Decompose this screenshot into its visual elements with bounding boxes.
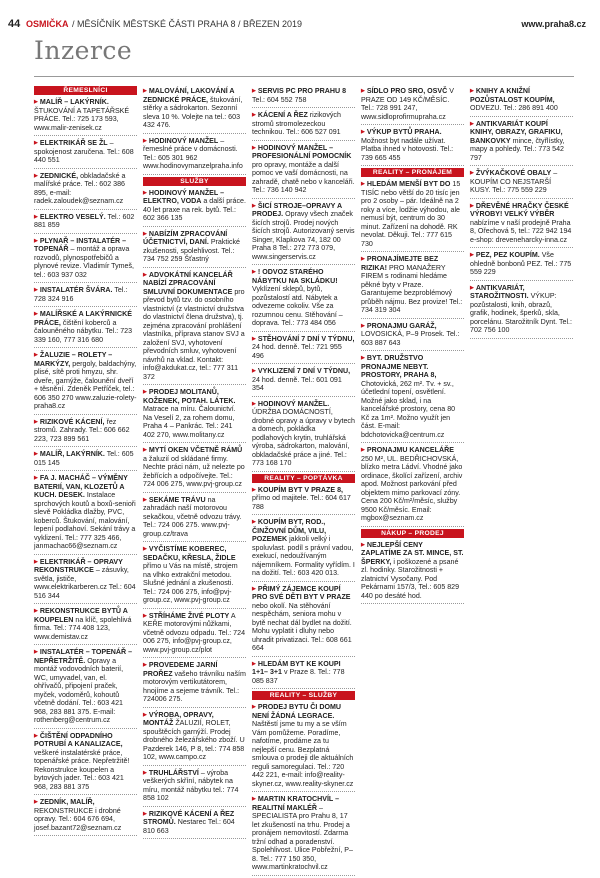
ad-headline: ▶ PRONAJMU GARÁŽ, [361, 322, 437, 330]
ad-text: 24 hod. denně. Tel.: 601 091 354 [252, 375, 342, 392]
classified-ad [143, 229, 246, 268]
ad-text: Vyklízení sklepů, bytů, pozůstalostí atd. Nábytek a odvezeme cokoliv. Vše za rozumnou cenu. Stěhování – doprava. Tel.: 773 484 056 [252, 285, 343, 327]
ad-headline: ▶ MALÍŘ, LAKÝRNÍK. [34, 450, 105, 458]
ad-text: 250 M², UL. BEDŘICHOVSKÁ, blízko metra Ládví. Vhodné jako ordinace, školící zařízení, archiv apod. Možnost parkování před objektem mimo parkovací zóny. Cena 200 Kč/m²/měsíc, služby 9500 Kč/měsíc. Email: mgbox@seznam.cz [361, 454, 463, 522]
website-link[interactable]: www.praha8.cz [521, 19, 586, 29]
section-heading: SLUŽBY [143, 177, 246, 186]
ad-headline: ▶ HODINOVÝ MANŽEL – ELEKTRO, VODA [143, 189, 224, 206]
classified-ad [252, 399, 355, 472]
classified-ad [252, 485, 355, 516]
column-5 [470, 86, 573, 341]
ad-text: štukování, stěrky a sádrokarton. Sezonní sleva 10 %. Volejte na tel.: 603 432 476. [143, 95, 243, 129]
ad-text: Praktické zkušenosti, spolehlivost. Tel.: 734 752 259 Šťastný [143, 238, 240, 263]
ad-headline: ▶ ZEDNICKÉ, [34, 172, 78, 180]
ad-headline: ▶ STŘÍHÁME ŽIVÉ PLOTY [143, 612, 229, 620]
ad-text: – SPECIALISTA pro Prahu 8, 17 let zkušeností na trhu. Prodej a pronájem nemovitostí. Zdarma tržní odhad a poradenství. Spolehlivost. Ulice Pobřežní, P–8. Tel.: 777 150 350, www.martinkratochvil.cz [252, 803, 353, 871]
classified-ad [34, 138, 137, 169]
ad-text: nebo okolí. Na stěhování nespěchám, seniora mohu v bytě nechat dál bydlet na dožití. Mohu vyplatit i dluhy nebo uhradit privatizaci. Tel.: 608 661 664 [252, 601, 352, 652]
ad-headline: ▶ INSTALATÉR – TOPENÁŘ – NEPŘETRŽITĚ. [34, 648, 132, 665]
title-divider [34, 76, 574, 77]
classified-ad [252, 702, 355, 792]
classified-ad [34, 350, 137, 415]
classified-ad [34, 417, 137, 448]
ad-text: mince, čtyřlístky, mapy a pohledy. Tel.: 773 542 797 [470, 136, 565, 162]
ad-text: Instalace sprchových koutů a boxů-senioři slevě Pokládka dlažby, PVC, koberců. Štukování, malování, lepení podlahoví. Sekání trávy a vyklizení. Tel.: 777 325 466, janmachac66@seznam.cz [34, 491, 136, 550]
ad-text: V PRAZE OD 149 KČ/MĚSÍC. Tel.: 728 991 247, www.sidloprofirmupraha.cz [361, 87, 454, 121]
magazine-name: OSMIČKA [26, 19, 69, 29]
classified-ad [252, 86, 355, 108]
classified-ad [252, 659, 355, 690]
ad-text: v Praze 8. Tel.: 778 085 837 [252, 668, 345, 685]
ad-headline: ▶ KOUPÍM BYT V PRAZE 8, [252, 486, 343, 494]
ad-headline: ▶ HODINOVÝ MANŽEL [143, 137, 218, 145]
ad-headline: ▶ INSTALATÉR ŠVÁRA. [34, 286, 113, 294]
ad-text: přímo od majitele. Tel.: 604 617 788 [252, 494, 351, 511]
ad-text: pro opravy, montáže a další pomoc ve vaší domácnosti, na zahradě, chatě nebo v kanceláři. Tel.: 736 140 942 [252, 160, 355, 194]
classified-ad [252, 201, 355, 266]
ad-headline: ▶ HLEDÁM BYT KE KOUPI 1+1– 3+1 [252, 660, 341, 677]
ad-text: čištění koberců a čalouněného nábytku. Tel.: 723 339 160, 777 316 680 [34, 318, 133, 344]
ad-text: a další práce. 40 let praxe na rek. bytů. Tel.: 602 366 135 [143, 197, 246, 222]
ad-headline: ▶ REKONSTRUKCE BYTŮ A KOUPELEN [34, 607, 128, 624]
issue-info: / MĚSÍČNÍK MĚSTSKÉ ČÁSTI PRAHA 8 / BŘEZEN 2019 [72, 19, 303, 29]
page-number: 44 [8, 18, 21, 30]
classified-ad [470, 86, 573, 117]
classified-ad [252, 794, 355, 876]
classified-ad [252, 110, 355, 141]
ad-headline: ▶ KOUPÍM BYT, ROD., ČINŽOVNÍ DŮM, VILU, POZEMEK [252, 518, 326, 543]
classified-ad [34, 236, 137, 284]
ad-text: a žaluzií od skládané firmy. Nechte práci nám, už nelezte po žebřících a odpočívejte. Tel.: 724 006 275, www.pvj-group.cz [143, 454, 245, 488]
ad-headline: ▶ FA J. MACHÁČ – VÝMĚNY BATERIÍ, VAN, KLOZETŮ A KUCH. DESEK. [34, 474, 128, 499]
ad-text: Nestarec Tel.: 604 810 663 [143, 818, 235, 835]
ad-headline: ▶ ZEDNÍK, MALÍŘ, [34, 798, 95, 806]
page-header [0, 16, 600, 32]
ad-headline: ▶ VYČISTÍME KOBEREC, SEDAČKU, KŘESLA, ŽIDLE [143, 545, 236, 562]
classified-ad [34, 449, 137, 471]
ad-headline: ▶ MALÍŘ – LAKÝRNÍK. [34, 98, 109, 106]
classified-ad [34, 285, 137, 307]
ad-headline: ▶ HODINOVÝ MANŽEL. [252, 400, 329, 408]
ad-headline: ▶ STĚHOVÁNÍ 7 DNÍ V TÝDNU, [252, 335, 354, 343]
classified-ad [143, 387, 246, 443]
ad-headline: ▶ VÝKUP BYTŮ PRAHA. [361, 128, 442, 136]
classified-ad [470, 250, 573, 281]
classified-ad [252, 517, 355, 582]
ad-text: pergoly, baldachýny, plisé, sítě proti hmyzu, shr. dveře, garnýže, čalounění dveří + těsnění. Zdeněk Petříček, tel.: 606 350 270 www.zaluzie-rolety-praha8.cz [34, 359, 137, 410]
classified-ad [143, 445, 246, 493]
ad-headline: ▶ RIZIKOVÉ KÁCENÍ, [34, 418, 105, 426]
ad-headline: ▶ PRODEJ MOLITANŮ, KOŽENEK, POTAH. LÁTEK. [143, 388, 235, 405]
ad-text: Tel.: 604 552 758 [252, 95, 307, 104]
classified-ad [361, 445, 464, 527]
ad-headline: ▶ ŽALUZIE – ROLETY – MARKÝZY, [34, 351, 112, 368]
ad-headline: ▶ KNIHY A KNIŽNÍ POZŮSTALOST KOUPÍM, [470, 87, 555, 104]
ad-text: Tel.: 602 881 859 [34, 212, 135, 229]
classified-ad [34, 309, 137, 348]
classified-ad [143, 86, 246, 134]
classified-ad [252, 366, 355, 397]
classified-ad [361, 179, 464, 252]
ad-text: VÝKUP: pozůstalosti, knih, obrazů, grafik, hodinek, šperků, skla, porcelánu. Starožitník Dynt. Tel.: 702 756 100 [470, 292, 572, 334]
ad-headline: ▶ ANTIKVARIÁT KOUPÍ KNIHY, OBRAZY, GRAFIKU, BANKOVKY [470, 120, 563, 145]
ad-headline: ▶ ELEKTRO VESELÝ. [34, 213, 106, 221]
ad-text: LOVOSICKÁ, P–9 Prosek. Tel.: 603 887 643 [361, 330, 460, 347]
classified-ad [143, 611, 246, 659]
classified-ad [34, 557, 137, 605]
ad-headline: ▶ MYTÍ OKEN VČETNĚ RÁMŮ [143, 446, 242, 454]
section-heading: REALITY – SLUŽBY [252, 691, 355, 700]
column-4 [361, 86, 464, 606]
ad-headline: ▶ DŘEVĚNÉ HRAČKY ČESKÉ VÝROBY! VELKÝ VÝBĚR [470, 202, 569, 219]
ad-headline: ▶ RIZIKOVÉ KÁCENÍ A ŘEZ STROMŮ. [143, 810, 234, 827]
classified-ad [470, 283, 573, 339]
ad-headline: ▶ ELEKTRIKÁŘ SE ŽL [34, 139, 108, 147]
ad-text: Opravy všech značek šicích strojů. Prodej nových šicích strojů. Autorizovaný servis Singer, Klapkova 74, 182 00 Praha 8 Tel.: 272 773 079, www.singerservis.cz [252, 210, 355, 261]
ad-text: obkladačské a malířské práce. Tel.: 602 386 895, e-mail: radek.zaloudek@seznam.cz [34, 171, 126, 205]
ad-text: veškeré instalatérské práce, topenářské práce. Nepřetržitě! Rekonstrukce koupelen a bytových jader. Tel.: 603 421 968, 283 881 375 [34, 748, 130, 791]
classified-ad [143, 270, 246, 386]
ad-headline: ▶ PRONAJMU KANCELÁŘE [361, 446, 454, 454]
ad-headline: ▶ VÝROBA, OPRAVY, MONTÁŽ [143, 711, 214, 728]
classified-ad [143, 809, 246, 840]
section-heading: ŘEMESLNÍCI [34, 86, 137, 95]
classified-ad [34, 731, 137, 796]
ad-text: ŠTUKOVÁNÍ A TAPETÁŘSKÉ PRÁCE. Tel.: 725 173 593, www.malir-zenisek.cz [34, 106, 130, 132]
ad-headline: ▶ ! ODVOZ STARÉHO NÁBYTKU NA SKLÁDKU! [252, 268, 338, 285]
ad-headline: ▶ HLEDÁM MENŠÍ BYT DO [361, 180, 450, 188]
ad-text: řez stromů. Zahrady. Tel.: 606 662 223, 723 899 561 [34, 417, 130, 443]
classified-ad [252, 584, 355, 657]
classified-ad [470, 168, 573, 199]
ad-headline: ▶ ŠICÍ STROJE–OPRAVY A PRODEJ. [252, 202, 342, 219]
classified-ad [143, 660, 246, 708]
ad-headline: ▶ MARTIN KRATOCHVÍL – REALITNÍ MAKLÉŘ [252, 795, 339, 812]
ad-text: REKONSTRUKCE i drobné opravy. Tel.: 604 676 694, josef.bazant72@seznam.cz [34, 806, 122, 832]
ad-headline: ▶ PLYNAŘ – INSTALATÉR – TOPENÁŘ [34, 237, 126, 254]
classified-ad [34, 647, 137, 729]
ad-text: ŽALUZIÍ, ROLET, spouštěcích garnýží. Prodej drobného železářského zboží. U Pazderek 146, P 8, tel.: 774 858 102, www.campo.cz [143, 719, 245, 761]
ad-text: i poškozené a psané zl. hodinky. Starožitnosti + zlatnictví Vysočany. Pod Pekárnami 157/3, Tel.: 605 829 440 po desáté hod. [361, 557, 460, 600]
classified-ad [143, 495, 246, 543]
classified-ad [143, 544, 246, 609]
ad-text: Možnost byt nadále užívat. Platba ihned v hotovosti. Tel.: 739 665 455 [361, 136, 454, 162]
ad-headline: ▶ ELEKTRIKÁŘ – OPRAVY REKONSTRUKCE [34, 558, 123, 575]
ad-text: Chotovická, 262 m². Tv. + sv., účetlední topení, osvětlení. Možné jako sklad, i na kancelářské prostory, cena 80 Kč za 1m². Možno využít jen část. E-mail: bdchotovicka@centrum.cz [361, 379, 456, 439]
classified-ad [470, 201, 573, 249]
ad-text: Naštěstí jsme tu my a se vším Vám pomůžeme. Poradíme, nafotíme, prodáme za tu nejlepší cenu. Bezplatná smlouva o prodeji dle aktuálních reguli samoregulaci. Tel.: 720 442 221, e-mail: info@reality-skyner.cz, www.reality-skyner.cz [252, 720, 354, 788]
ad-text: ÚDRŽBA DOMÁCNOSTÍ, drobné opravy a úpravy v bytech a domech, pokládka podlahových krytin, truhlářská výroba, sádrokarton, malování, obkladačské práce a jiné. Tel.: 773 168 170 [252, 408, 355, 467]
ad-headline: ▶ ANTIKVARIÁT, STAROŽITNOSTI. [470, 284, 529, 301]
ad-text: přímo u Vás na místě, strojem na vlhko extrakční metodou. Slušné jednání a zkušenosti. Tel.: 724 006 275, info@pvj-group.cz, www.pvj-group.cz [143, 562, 238, 604]
ad-text: – montáž a oprava rozvodů, plynospotřebičů a plynové revize. Vladimír Tymeš, tel.: 603 937 032 [34, 245, 135, 279]
section-heading: NÁKUP – PRODEJ [361, 529, 464, 538]
section-heading: REALITY – PRONÁJEM [361, 168, 464, 177]
ad-text: Tel.: 728 324 916 [34, 286, 128, 303]
classified-ad [361, 353, 464, 443]
classified-ad [34, 473, 137, 555]
ad-headline: ▶ NABÍZÍM ZPRACOVÁNÍ ÚČETNICTVÍ, DANÍ. [143, 230, 227, 247]
ad-text: rizikových stromů stromolezeckou technikou. Tel.: 606 527 091 [252, 111, 341, 136]
ad-text: Opravy a montáž vodovodních baterií, WC, umyvadel, van, el. ohřívačů, připojení praček, myček, vodoměrů, kohoutů včetně dodání. Tel.: 603 421 968, 283 881 375. E-mail: rothenberg@centrum.cz [34, 656, 124, 724]
classified-ad [34, 171, 137, 210]
ad-headline: ▶ MALÍŘSKÉ A LAKÝRNICKÉ PRÁCE, [34, 310, 132, 327]
ad-headline: ▶ PROVEDEME JARNÍ PROŘEZ [143, 661, 217, 678]
ad-text: nabízíme v naší prodejně Praha 8, Ořechová 5, tel.: 722 942 194 e-shop: dreveneharcky-inna.cz [470, 218, 572, 244]
ad-headline: ▶ ČIŠTĚNÍ ODPADNÍHO POTRUBÍ A KANALIZACE, [34, 732, 123, 749]
classified-ad [361, 321, 464, 352]
classified-ad [361, 540, 464, 605]
ad-headline: ▶ TRUHLÁŘSTVÍ [143, 769, 199, 777]
ad-text: 24 hod. denně. Tel.: 721 955 496 [252, 343, 342, 360]
ad-text: na zahradách naší motorovou sekačkou, včetně odvozu trávy. Tel.: 724 006 275. www.pvj-group.cz/trava [143, 495, 242, 538]
ad-text: – zásuvky, světla, jističe, www.elektrikarberen.cz Tel.: 604 516 344 [34, 566, 136, 600]
ad-text: ODVEZU. Tel.: 286 891 400 [470, 104, 558, 112]
ad-headline: ▶ PRODEJ BYTU ČI DOMU NENÍ ŽÁDNÁ LEGRACE. [252, 703, 341, 720]
ad-headline: ▶ PRONAJÍMEJTE BEZ RIZIKA! [361, 255, 438, 272]
ad-text: Matrace na míru. Čalounictví. Na Veselí 2, za rohem domu, Praha 4 – Pankrác. Tel.: 241 402 270, www.molitany.cz [143, 405, 236, 439]
ad-text: – KOUPÍM CO NEJSTARŠÍ KUSY. Tel.: 775 559 229 [470, 169, 558, 194]
ad-text: jakkoli velký i spoluvlast. podíl s právní vadou, exekucí, nedoužívaným nájemníkem. Formality vyřídím. I na dožití. Tel.: 603 420 013. [252, 535, 355, 577]
ad-headline: ▶ SÍDLO PRO SRO, OSVČ [361, 87, 447, 95]
page-title: Inzerce [34, 36, 133, 65]
ad-headline: ▶ VYKLIZENÍ 7 DNÍ V TÝDNU, [252, 367, 350, 375]
section-heading: REALITY – POPTÁVKA [252, 474, 355, 483]
classified-ad [361, 86, 464, 125]
ad-text: – výroba veškerých skříní, nábytek na míru, montáž nábytku tel.: 774 858 102 [143, 768, 239, 802]
column-3 [252, 86, 355, 878]
classified-ad [34, 97, 137, 136]
ad-headline: ▶ PŘIMÝ ZÁJEMCE KOUPÍ PRO SVÉ DĚTI BYT V PRAZE [252, 585, 351, 602]
classified-ad [143, 188, 246, 227]
ad-headline: ▶ NEJLEPŠÍ CENY ZAPLATÍME ZA ST. MINCE, ST. ŠPERKY, [361, 541, 463, 566]
ad-headline: ▶ HODINOVÝ MANŽEL – PROFESIONÁLNÍ POMOCNÍK [252, 144, 351, 161]
ad-text: A KEŘE motorovými nůžkami, včetně odvozu odpadu. Tel.: 724 006 275, info@pvj-group.cz, www.pvj-group.cz/plot [143, 611, 246, 654]
ad-headline: ▶ SEKÁME TRÁVU [143, 496, 206, 504]
ad-headline: ▶ ADVOKÁTNÍ KANCELÁŘ NABÍZÍ ZPRACOVÁNÍ SMLUVNÍ DOKUMENTACE [143, 271, 233, 296]
ad-headline: ▶ PEZ, PEZ KOUPÍM. [470, 251, 540, 259]
ad-headline: ▶ BYT. DRUŽSTVO PRONAJME NEBYT. PROSTORY, PRAHA 8, [361, 354, 436, 379]
ad-text: – spokojenost zaručena. Tel.: 608 440 551 [34, 139, 134, 164]
classified-ad [143, 136, 246, 175]
classified-ad [34, 797, 137, 836]
ad-text: – řemeslné práce v domácnosti. Tel.: 605 301 962 www.hodinovymanzelpraha.info [143, 136, 243, 170]
classified-ad [361, 254, 464, 319]
classified-ad [252, 267, 355, 332]
classified-ad [34, 212, 137, 234]
ad-text: PRO MANAŽERY FIREM s rodinami hledáme pěkné byty v Praze. Garantujeme bezproblémový průběh nájmu. Bez provize! Tel.: 734 319 304 [361, 263, 463, 314]
classified-ad [252, 334, 355, 365]
ad-text: na klíč, spolehlivá firma. Tel.: 774 408 123, www.demistav.cz [34, 615, 132, 641]
classified-ad [143, 710, 246, 766]
column-1 [34, 86, 137, 838]
classified-ad [252, 143, 355, 199]
classified-ad [143, 768, 246, 807]
ad-text: 15 TISÍC nebo větší do 20 tisíc jen pro 2 osoby – pár. Ideálně na 2 roky a více, lodžie výhodou, ale nemusí být, centrum do 30 minut. Zařízení na dohodě. RK nevolat. Děkuji. Tel.: 777 615 730 [361, 180, 461, 248]
ad-headline: ▶ MALOVÁNÍ, LAKOVÁNÍ A ZEDNICKÉ PRÁCE, [143, 87, 234, 104]
classified-ad [34, 606, 137, 645]
ad-text: pro převod bytů tzv. do osobního vlastnictví (z vlastnictví družstva do vlastnictví člena družstva), tj. zejména zpracování prohlášení vlastníka, příprava stanov SVJ a založení SVJ, vyhotovení převodních smluv, vyhotovení návrhů na vklad. Kontakt: info@akdukat.cz, tel.: 777 311 372 [143, 287, 245, 381]
classified-ad [361, 127, 464, 166]
ad-headline: ▶ SERVIS PC PRO PRAHU 8 [252, 87, 346, 95]
column-2 [143, 86, 246, 841]
ad-headline: ▶ ŽVÝKAČKOVÉ OBALY [470, 169, 551, 177]
ad-text: Vše ohledně bonbonů PEZ. Tel.: 775 559 229 [470, 251, 572, 276]
classified-ad [470, 119, 573, 167]
ad-text: Tel.: 605 015 145 [34, 450, 134, 467]
ad-text: vašeho trávníku naším motorovým vertikutátorem, hnojíme a sejeme trávník. Tel.: 724006 275. [143, 669, 246, 703]
ad-headline: ▶ KÁCENÍ A ŘEZ [252, 111, 308, 119]
